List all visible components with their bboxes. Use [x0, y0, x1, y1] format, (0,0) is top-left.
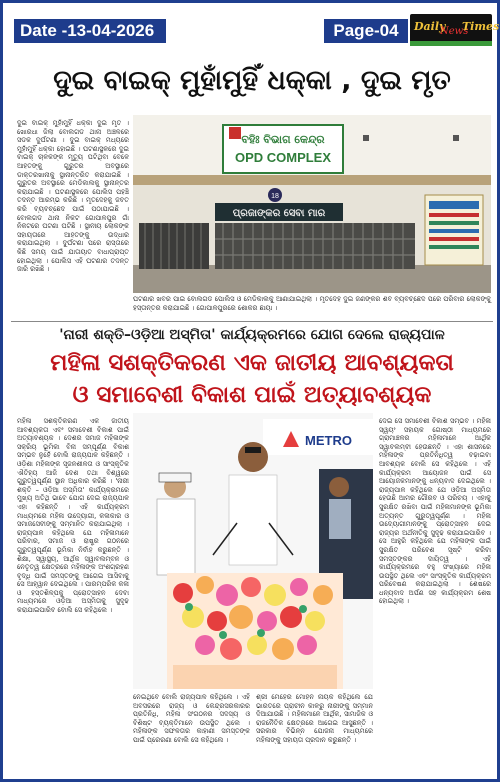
governor-event-illustration — [133, 413, 373, 689]
counter-sign: ପ୍ରଜାଙ୍କର ସେବା ମାର — [232, 208, 326, 219]
story1-body: ଦୁଇ ବାଇକ୍ ମୁହାଁମୁହିଁ ଧକ୍କା ଦୁଇ ମୃତ । ଖୋରଧା ଜିଲା ବୋଲଗଡ ଥାନା ଅଞ୍ଚଳରେ ସଡକ ଦୁର୍ଘଟଣା । ଦୁଇ ବାଇକ୍ ମଧ୍ୟରେ ମୁହାଁମୁହିଁ ଧକ୍କା ହୋଇଛି । ଘଟଣାସ୍ଥଳରେ ଦୁଇ ବାଇକ୍ ଚାଳକଙ୍କ ମୃତ୍ୟୁ ଘଟିଥିବା ବେଳେ ଆହତଙ୍କୁ ଗୁରୁତର ଅବସ୍ଥାରେ ଡାକ୍ତରଖାନାକୁ ସ୍ଥାନାନ୍ତରିତ କରାଯାଇଛି । ଗୁରୁତର ଅବସ୍ଥାରେ ମେଡିକାଲକୁ ସ୍ଥାନାନ୍ତର କରାଯାଇଛି । ଘଟଣାସ୍ଥଳରେ ପୋଲିସ ପହଞ୍ଚି ତଦନ୍ତ ଆରମ୍ଭ କରିଛି । ମୃତଦେହକୁ ଜବତ କରି ବ୍ୟବଚ୍ଛେଦ ପାଇଁ ପଠାଯାଇଛି । ବୋଲଗଡ ଥାନା ନିକଟ ଗୋପାଳପୁର ଗାଁ ନିକଟରେ ଘଟଣା ଘଟିଛି । ସ୍ଥାନୀୟ ଲୋକଙ୍କ ସହାୟତାରେ ଆହତଙ୍କୁ ଉଦ୍ଧାର କରାଯାଇଥିଲା । ଦୁର୍ଘଟଣା ପରେ ରାସ୍ତାରେ କିଛି ସମୟ ପାଇଁ ଯାତାୟାତ ବାଧାପ୍ରାପ୍ତ ହୋଇଥିଲା । ପୋଲିସ ଏହି ଘଟଣାର ତଦନ୍ତ ଜାରି ରଖିଛି । — [17, 119, 129, 274]
story2-headline-line2: ଓ ସମାବେଶୀ ବିକାଶ ପାଇଁ ଅତ୍ୟାବଶ୍ୟକ — [72, 382, 432, 408]
logo-word-times: Times — [462, 20, 500, 33]
story2-body-bottom-2: ଶ୍ରୀ ମେହେର ମୋହନ ନାୟକ କହିଥିଲେ ଯେ ଭାରତରେ ପ୍ରାଚୀନ କାଳରୁ ନାରୀଙ୍କୁ ସମ୍ମାନ ଦିଆଯାଉଛି । ମହିଳାମାନେ ଆର୍ଥିକ, ସାମାଜିକ ଓ ରାଜନୈତିକ କ୍ଷେତ୍ରରେ ଆଗେଇ ଆସୁଛନ୍ତି । ସରକାର ବିଭିନ୍ନ ଯୋଜନା ମାଧ୍ୟମରେ ମହିଳାଙ୍କୁ ସହାୟତା ପ୍ରଦାନ କରୁଛନ୍ତି । — [256, 693, 373, 744]
opd-complex-illustration — [133, 115, 491, 293]
story2-body-left: ମହିଳା ସଶକ୍ତିକରଣ ଏକ ଜାତୀୟ ଆବଶ୍ୟକତା ଏବଂ ସମାବେଶୀ ବିକାଶ ପାଇଁ ଅତ୍ୟାବଶ୍ୟକ । ଦେଶର ସମାଜ ମହିଳାଙ୍କ ସକ୍ରିୟ ଭୂମିକା ବିନା ସମ୍ପୂର୍ଣ୍ଣ ବିକାଶ ସମ୍ଭବ ନୁହେଁ ବୋଲି ରାଜ୍ୟପାଳ କହିଛନ୍ତି । ଓଡ଼ିଶା ମହିଳାଙ୍କ ସୃଜନଶୀଳତା ଓ ସାଂସ୍କୃତିକ ଐତିହ୍ୟ ଆଜି ଦେଶ ତଥା ବିଶ୍ୱରେ ଗୁରୁତ୍ୱପୂର୍ଣ୍ଣ ସ୍ଥାନ ଅଧିକାର କରିଛି । 'ନାରୀ ଶକ୍ତି – ଓଡ଼ିଆ ଅସ୍ମିତା' କାର୍ଯ୍ୟକ୍ରମରେ ମୁଖ୍ୟ ଅତିଥି ଭାବେ ଯୋଗ ଦେଇ ରାଜ୍ୟପାଳ ଏହା କହିଛନ୍ତି । ଏହି କାର୍ଯ୍ୟକ୍ରମ ମାଧ୍ୟମରେ ମହିଳା ଉଦ୍ୟୋଗୀ, କଳାକାର ଓ ସମାଜସେବୀଙ୍କୁ ସମ୍ମାନିତ କରାଯାଇଥିଲା । ରାଜ୍ୟପାଳ କହିଥିଲେ ଯେ ମହିଳାମାନେ ପରିବାର, ସମାଜ ଓ ରାଷ୍ଟ୍ର ଗଠନରେ ଗୁରୁତ୍ୱପୂର୍ଣ୍ଣ ଭୂମିକା ନିର୍ବାହ କରୁଛନ୍ତି । ଶିକ୍ଷା, ସ୍ୱାସ୍ଥ୍ୟ, ଆର୍ଥିକ ସ୍ୱାବଲମ୍ବନ ଓ ନେତୃତ୍ୱ କ୍ଷେତ୍ରରେ ମହିଳାଙ୍କ ଅଂଶଗ୍ରହଣ ବୃଦ୍ଧି ପାଇଁ ସମସ୍ତଙ୍କୁ ଆଗେଇ ଆସିବାକୁ ସେ ଆହ୍ୱାନ ଦେଇଥିଲେ । ପାରମ୍ପରିକ କଳା ଓ ହସ୍ତଶିଳ୍ପକୁ ପ୍ରୋତ୍ସାହନ ଦେବା ମାଧ୍ୟମରେ ଓଡ଼ିଆ ଅସ୍ମିତାକୁ ସୁଦୃଢ କରାଯାଇପାରିବ ବୋଲି ସେ କହିଥିଲେ । — [17, 417, 129, 615]
opd-sign-english: OPD COMPLEX — [234, 150, 332, 165]
story1-headline: ଦୁଇ ବାଇକ୍ ମୁହାଁମୁହିଁ ଧକ୍କା , ଦୁଇ ମୃତ — [53, 65, 451, 96]
page-number-label: Page-04 — [324, 19, 408, 43]
logo-word-news: News — [440, 26, 469, 37]
story1-caption: ଘଟଣାର ଖବର ପାଇ ବୋଲଗଡ ପୋଲିସ ଓ ମେଡିକାଲକୁ ଆଣାଯାଇଥିଲା । ମୃତଦେହ ଦୁଇ ଜଣଙ୍କର ଶବ ବ୍ୟବଚ୍ଛେଦ ପରେ ପରିବାର ଲୋକଙ୍କୁ ହସ୍ତାନ୍ତର କରାଯାଇଛି । ଗୋପାଳପୁରରେ ଶୋକର ଛାୟା । — [133, 295, 491, 312]
banner-metro-text: METRO — [305, 433, 352, 448]
opd-sign-odia: ବହିଃ ବିଭାଗ କେନ୍ଦ୍ର — [241, 133, 325, 146]
story2-body-bottom-1: ନେଇଥିବେ ବୋଲି ରାଜ୍ୟପାଳ କହିଥିଲେ । ଏହି ଅବସରରେ ରାଜ୍ୟ ଓ କେନ୍ଦ୍ରସରକାରର ପ୍ରତିନିଧି, ମହିଳା ସଂଗଠନର ସଦସ୍ୟ ଓ ବିଶିଷ୍ଟ ବ୍ୟକ୍ତିମାନେ ଉପସ୍ଥିତ ଥିଲେ । ମହିଳାଙ୍କ ସଫଳତାର କାହାଣୀ ସମସ୍ତଙ୍କ ପାଇଁ ପ୍ରେରଣା ବୋଲି ସେ କହିଥିଲେ । — [133, 693, 250, 744]
story2-headline-line1: ମହିଳା ସଶକ୍ତିକରଣ ଏକ ଜାତୀୟ ଆବଶ୍ୟକତା — [50, 350, 454, 376]
date-label: Date -13-04-2026 — [14, 19, 166, 43]
page-header — [6, 6, 500, 48]
section-divider — [11, 321, 493, 322]
story1-photo — [133, 115, 491, 293]
story2-kicker: 'ନାରୀ ଶକ୍ତି–ଓଡ଼ିଆ ଅସ୍ମିତା' କାର୍ଯ୍ୟକ୍ରମରେ ଯୋଗ ଦେଲେ ରାଜ୍ୟପାଳ — [59, 327, 445, 343]
story2-body-right: ଦେଇ ସେ ସମାବେଶୀ ବିକାଶ ସମ୍ଭବ । ମହିଳା ସ୍ୱୟଂ ସହାୟକ ଗୋଷ୍ଠୀ ମାଧ୍ୟମରେ ଗ୍ରାମାଞ୍ଚଳର ମହିଳାମାନେ ଆର୍ଥିକ ସ୍ୱାବଲମ୍ବୀ ହେଉଛନ୍ତି । ଏହା ଶାସନରେ ମହିଳାଙ୍କ ପ୍ରତିନିଧିତ୍ୱ ବଢ଼ାଇବା ଆବଶ୍ୟକ ବୋଲି ସେ କହିଥିଲେ । ଏହି କାର୍ଯ୍ୟକ୍ରମ ଆୟୋଜନ ପାଇଁ ସେ ଆୟୋଜକମାନଙ୍କୁ ଧନ୍ୟବାଦ ଦେଇଥିଲେ । ରାଜ୍ୟପାଳ କହିଥିଲେ ଯେ ଓଡ଼ିଆ ଅସ୍ମିତା ହେଉଛି ଆମର ଗୌରବ ଓ ପରିଚୟ । ଏହାକୁ ସୁରକ୍ଷିତ ରଖିବା ପାଇଁ ମହିଳାମାନଙ୍କ ଭୂମିକା ଅତ୍ୟନ୍ତ ଗୁରୁତ୍ୱପୂର୍ଣ୍ଣ । ମହିଳା ଉଦ୍ୟୋଗୀମାନଙ୍କୁ ପ୍ରୋତ୍ସାହନ ଦେଇ ରାଜ୍ୟର ଅର୍ଥନୀତିକୁ ସୁଦୃଢ କରାଯାଇପାରିବ । ସେ ଆହୁରି କହିଥିଲେ ଯେ ମହିଳାଙ୍କ ପାଇଁ ସୁରକ୍ଷିତ ପରିବେଶ ସୃଷ୍ଟି କରିବା ସମସ୍ତଙ୍କର ଦାୟିତ୍ୱ । ଏହି କାର୍ଯ୍ୟକ୍ରମରେ ବହୁ ସଂଖ୍ୟାରେ ମହିଳା ଉପସ୍ଥିତ ଥିଲେ ଏବଂ ସାଂସ୍କୃତିକ କାର୍ଯ୍ୟକ୍ରମ ପରିବେଷଣ କରାଯାଇଥିଲା । ଶେଷରେ ଧନ୍ୟବାଦ ଅର୍ପଣ ସହ କାର୍ଯ୍ୟକ୍ରମ ଶେଷ ହୋଇଥିଲା । — [379, 417, 491, 606]
story2-photo — [133, 413, 373, 689]
logo-word-daily: Daily — [414, 20, 446, 33]
logo-accent-bar — [410, 41, 492, 46]
daily-news-times-logo — [410, 14, 500, 46]
story2-bottom-columns — [133, 693, 373, 777]
room-number-badge: 18 — [271, 193, 279, 200]
